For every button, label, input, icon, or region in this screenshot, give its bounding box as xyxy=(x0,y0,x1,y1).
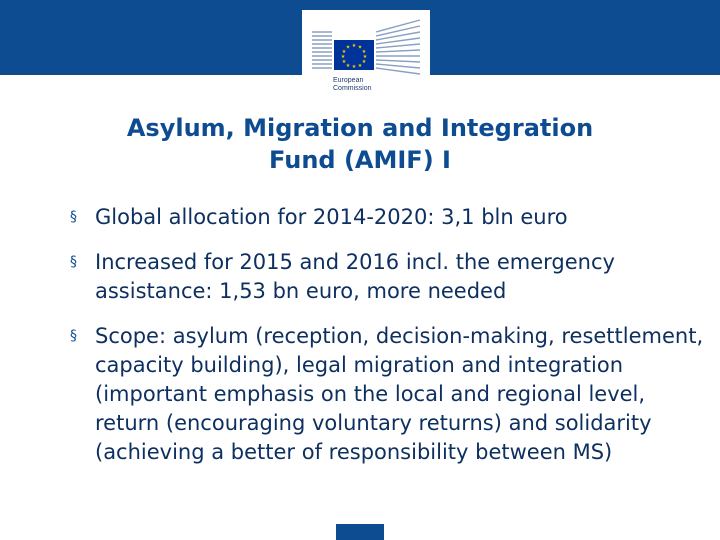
bullet-marker-icon: § xyxy=(70,209,77,225)
svg-text:★: ★ xyxy=(351,64,357,70)
svg-text:★: ★ xyxy=(345,63,351,69)
slide-title xyxy=(60,112,660,176)
bullet-text: Global allocation for 2014-2020: 3,1 bln euro xyxy=(95,205,568,229)
bullet-marker-icon: § xyxy=(70,328,77,344)
bullet-list xyxy=(70,203,710,483)
svg-text:★: ★ xyxy=(351,43,357,49)
logo-text-line2: Commission xyxy=(333,85,372,92)
bullet-item xyxy=(70,248,710,306)
footer-bar xyxy=(336,524,384,540)
svg-text:★: ★ xyxy=(340,54,346,60)
svg-text:★: ★ xyxy=(341,49,347,55)
logo-text-line1: European xyxy=(333,77,364,84)
bullet-text: Increased for 2015 and 2016 incl. the emergency assistance: 1,53 bn euro, more needed xyxy=(95,250,615,303)
svg-text:★: ★ xyxy=(345,44,351,51)
bullet-marker-icon: § xyxy=(70,254,77,270)
svg-text:★: ★ xyxy=(357,63,363,69)
svg-text:★: ★ xyxy=(361,49,367,55)
bullet-text: Scope: asylum (reception, decision-making, resettlement, capacity building), legal migration and integration (important emphasis on the local and regional level, return (encouraging voluntary returns) and solidarity (achieving a better of responsibility between MS) xyxy=(95,324,704,464)
slide-title-line1: Asylum, Migration and Integration xyxy=(126,114,594,142)
svg-text:★: ★ xyxy=(361,59,367,65)
svg-text:★: ★ xyxy=(341,59,347,65)
svg-text:★: ★ xyxy=(357,44,363,51)
svg-text:★: ★ xyxy=(362,54,368,60)
bullet-item xyxy=(70,203,710,232)
slide-title-line2: Fund (AMIF) I xyxy=(269,146,451,174)
bullet-item xyxy=(70,322,710,467)
european-commission-logo xyxy=(302,10,430,102)
